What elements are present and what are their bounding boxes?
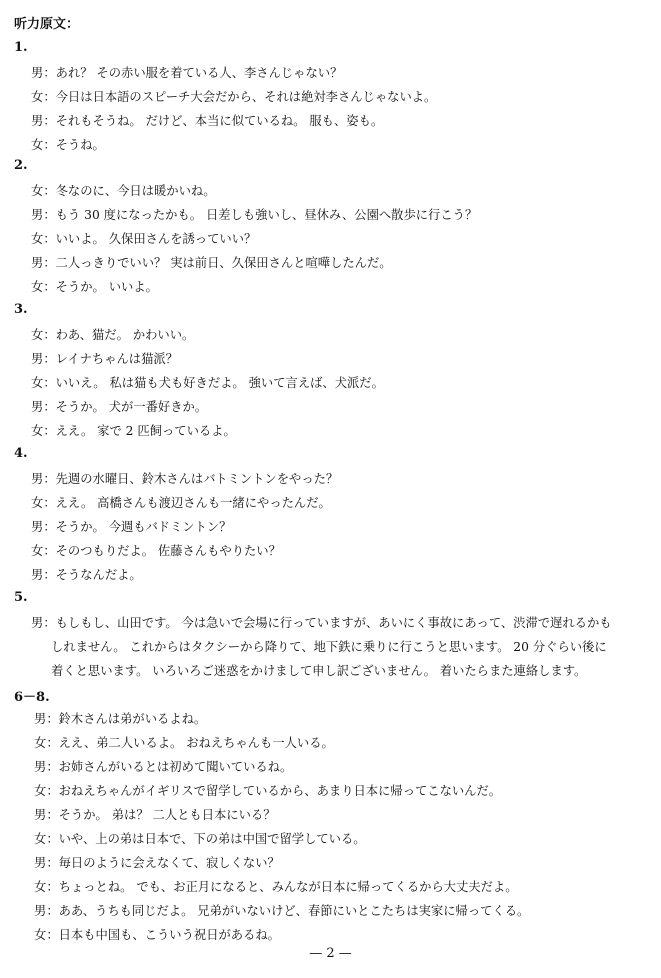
speaker-label: 女 [34,880,47,894]
dialogue-text: レイナちゃんは猫派？ [55,352,178,366]
dialogue-line [31,87,436,105]
dialogue-text: おねえちゃんがイギリスで留学しているから、あまり日本に帰ってこないんだ。 [58,784,502,798]
dialogue-text: それもそうね。 だけど、本当に似ているね。 服も、姿も。 [55,114,384,128]
dialogue-line [31,63,342,81]
speaker-label: 女 [31,376,44,390]
dialogue-line [31,565,142,583]
dialogue-line [31,373,384,391]
dialogue-text: そうか。 犬が一番好きか。 [55,400,208,414]
dialogue-line [31,111,383,129]
dialogue-line [34,925,280,943]
speaker-separator: ： [43,544,56,558]
dialogue-line [34,781,501,799]
dialogue-text: ああ、うちも同じだよ。 兄弟がいないけど、春節にいとこたちは実家に帰ってくる。 [58,904,530,918]
speaker-label: 男 [31,472,44,486]
dialogue-text: ええ。 高橋さんも渡辺さんも一緒にやったんだ。 [55,496,331,510]
speaker-label: 女 [31,90,44,104]
dialogue-line [31,253,392,271]
dialogue-text: わあ、猫だ。 かわいい。 [55,328,195,342]
dialogue-line [31,229,256,247]
speaker-label: 男 [34,856,47,870]
speaker-separator: ： [43,66,56,80]
speaker-separator: ： [43,616,56,630]
speaker-label: 男 [34,712,47,726]
section-number: 1. [14,40,28,55]
speaker-separator: ： [43,376,56,390]
section-number: 3. [14,302,28,317]
dialogue-text: あれ？ その赤い服を着ている人、李さんじゃない？ [55,66,343,80]
speaker-label: 男 [31,400,44,414]
speaker-separator: ： [43,520,56,534]
speaker-separator: ： [46,808,59,822]
dialogue-text: そうね。 [55,138,105,152]
speaker-label: 男 [31,208,44,222]
speaker-label: 女 [31,184,44,198]
dialogue-line [34,805,276,823]
speaker-label: 男 [31,520,44,534]
dialogue-line [31,135,105,153]
dialogue-text: ええ。 家で 2 匹飼っているよ。 [55,424,236,438]
dialogue-line [31,349,178,367]
dialogue-text: 二人っきりでいい？ 実は前日、久保田さんと喧嘩したんだ。 [55,256,392,270]
dialogue-line [34,733,334,751]
dialogue-text: しれません。 これからはタクシーから降りて、地下鉄に乗りに行こうと思います。 20 分ぐらい後に [51,640,607,654]
speaker-label: 男 [31,568,44,582]
speaker-label: 女 [34,784,47,798]
speaker-label: 女 [31,424,44,438]
dialogue-text: 先週の水曜日、鈴木さんはバトミントンをやった？ [55,472,339,486]
dialogue-text: そうか。 今週もバドミントン？ [55,520,232,534]
speaker-label: 男 [31,256,44,270]
speaker-label: 女 [31,496,44,510]
speaker-separator: ： [43,424,56,438]
speaker-separator: ： [43,328,56,342]
speaker-separator: ： [43,352,56,366]
dialogue-line [31,277,158,295]
dialogue-text: 冬なのに、今日は暖かいね。 [55,184,216,198]
speaker-label: 女 [34,736,47,750]
speaker-separator: ： [46,832,59,846]
dialogue-line [31,421,236,439]
speaker-separator: ： [46,928,59,942]
speaker-label: 女 [31,280,44,294]
speaker-label: 男 [34,760,47,774]
dialogue-line [34,853,280,871]
speaker-label: 女 [34,832,47,846]
speaker-separator: ： [43,208,56,222]
dialogue-text: いいよ。 久保田さんを誘っていい？ [55,232,257,246]
dialogue-line [34,757,292,775]
dialogue-text: もう 30 度になったかも。 日差しも強いし、昼休み、公園へ散歩に行こう？ [55,208,478,222]
dialogue-line [31,613,612,631]
dialogue-line [31,493,331,511]
speaker-separator: ： [46,904,59,918]
speaker-separator: ： [43,114,56,128]
dialogue-text: 毎日のように会えなくて、寂しくない？ [58,856,280,870]
section-number: 2. [14,158,28,173]
dialogue-line [31,397,207,415]
dialogue-line [34,829,366,847]
speaker-label: 男 [31,66,44,80]
section-number: 4. [14,446,28,461]
dialogue-line [51,637,607,655]
dialogue-text: 日本も中国も、こういう祝日があるね。 [58,928,280,942]
speaker-label: 女 [31,232,44,246]
dialogue-line [31,541,281,559]
speaker-label: 男 [31,114,44,128]
section-number: 6－8. [14,690,50,705]
speaker-separator: ： [43,400,56,414]
dialogue-line [34,877,518,895]
dialogue-text: そうなんだよ。 [55,568,142,582]
dialogue-text: そうか。 いいよ。 [55,280,158,294]
speaker-separator: ： [46,736,59,750]
dialogue-text: お姉さんがいるとは初めて聞いているね。 [58,760,293,774]
speaker-label: 男 [31,352,44,366]
speaker-separator: ： [46,880,59,894]
dialogue-line [51,661,586,679]
section-number: 5. [14,590,28,605]
speaker-label: 女 [31,328,44,342]
speaker-separator: ： [43,256,56,270]
speaker-label: 男 [34,904,47,918]
dialogue-text: 鈴木さんは弟がいるよね。 [58,712,207,726]
speaker-separator: ： [43,472,56,486]
speaker-separator: ： [43,184,56,198]
dialogue-line [34,709,206,727]
speaker-separator: ： [43,568,56,582]
page-number: — 2 — [309,946,352,961]
speaker-separator: ： [43,496,56,510]
dialogue-text: いいえ。 私は猫も犬も好きだよ。 強いて言えば、犬派だ。 [55,376,384,390]
dialogue-line [31,205,477,223]
dialogue-text: そのつもりだよ。 佐藤さんもやりたい？ [55,544,281,558]
dialogue-text: 今日は日本語のスピーチ大会だから、それは絶対李さんじゃないよ。 [55,90,437,104]
speaker-separator: ： [43,138,56,152]
speaker-label: 男 [34,808,47,822]
dialogue-text: ちょっとね。 でも、お正月になると、みんなが日本に帰ってくるから大丈夫だよ。 [58,880,518,894]
dialogue-text: もしもし、山田です。 今は急いで会場に行っていますが、あいにく事故にあって、渋滞で遅れるかも [55,616,612,630]
dialogue-text: ええ、弟二人いるよ。 おねえちゃんも一人いる。 [58,736,334,750]
page-title: 听力原文： [14,17,80,32]
speaker-separator: ： [43,280,56,294]
speaker-separator: ： [46,760,59,774]
speaker-separator: ： [46,784,59,798]
speaker-separator: ： [43,232,56,246]
dialogue-line [31,469,338,487]
speaker-separator: ： [46,712,59,726]
speaker-separator: ： [46,856,59,870]
speaker-label: 女 [31,138,44,152]
dialogue-text: 着くと思います。 いろいろご迷惑をかけまして申し訳ございません。 着いたらまた連絡します。 [51,664,587,678]
dialogue-line [31,181,216,199]
dialogue-line [31,325,194,343]
speaker-separator: ： [43,90,56,104]
dialogue-text: そうか。 弟は？ 二人とも日本にいる？ [58,808,276,822]
dialogue-line [31,517,231,535]
dialogue-text: いや、上の弟は日本で、下の弟は中国で留学している。 [58,832,366,846]
dialogue-line [34,901,529,919]
speaker-label: 男 [31,616,44,630]
speaker-label: 女 [31,544,44,558]
speaker-label: 女 [34,928,47,942]
